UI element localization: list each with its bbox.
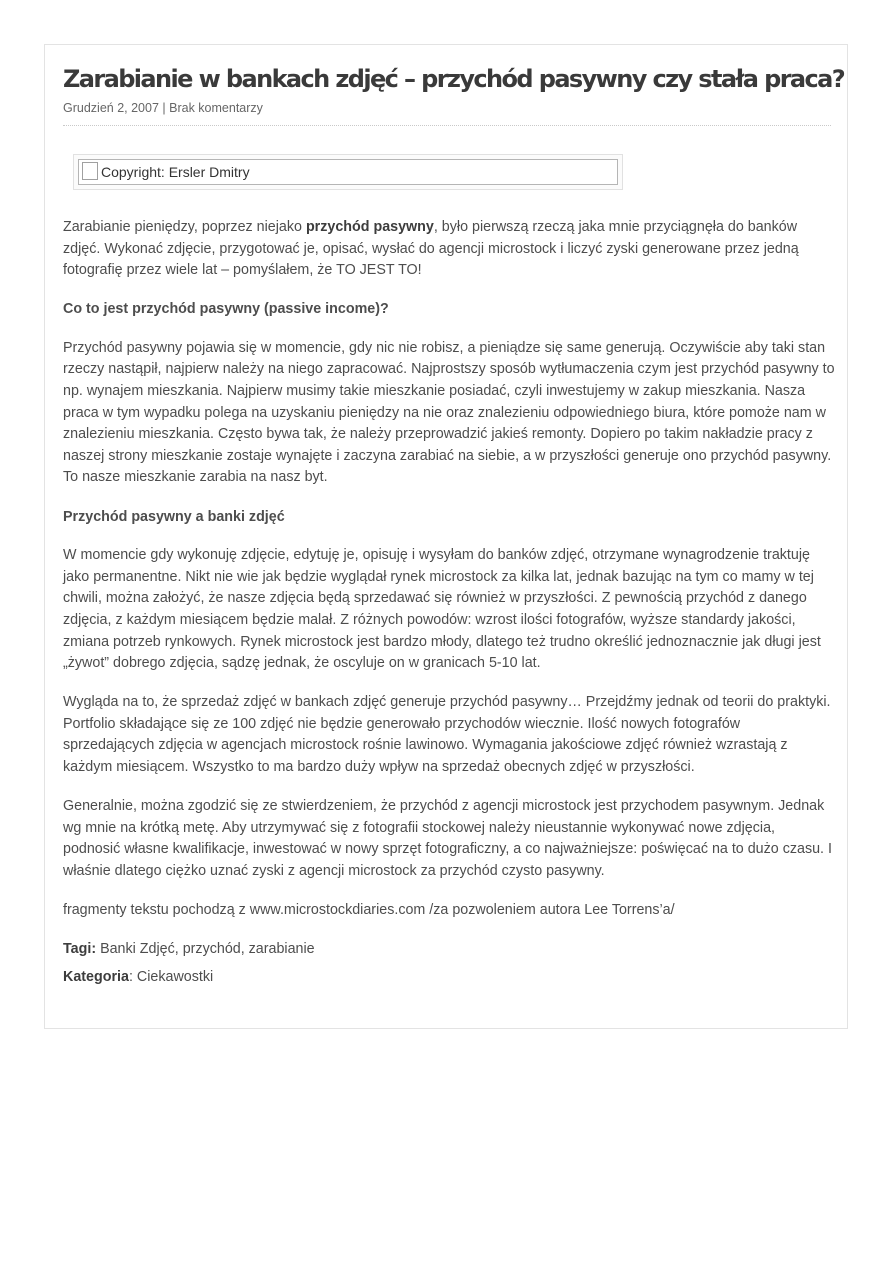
comments-link[interactable]: Brak komentarzy xyxy=(169,101,263,115)
section-heading-stock-banks: Przychód pasywny a banki zdjęć xyxy=(63,508,285,525)
source-note: fragmenty tekstu pochodzą z www.microstockdiaries.com /za pozwoleniem autora Lee Torrens’a/ xyxy=(63,901,675,918)
post-category xyxy=(63,967,835,989)
featured-image xyxy=(78,159,618,185)
stock-banks-paragraph-2: Wygląda na to, że sprzedaż zdjęć w bankach zdjęć generuje przychód pasywny… Przejdźmy jednak od teorii do praktyki. Portfolio składające się ze 100 zdjęć nie będzie generowało przychodów wiecznie. Ilość nowych fotografów sprzedających zdjęcia w agencjach microstock rośnie lawinowo. Wymagania jakościowe zdjęć również wzrastają z każdym miesiącem. Wszystko to ma bardzo duży wpływ na sprzedaż obecnych zdjęć w przyszłości. xyxy=(63,694,831,775)
post-date: Grudzień 2, 2007 xyxy=(63,101,159,115)
featured-image-frame xyxy=(73,154,623,190)
tags-list[interactable]: Banki Zdjęć, przychód, zarabianie xyxy=(96,941,315,958)
post-card xyxy=(44,44,848,1029)
post-tags xyxy=(63,939,835,961)
stock-banks-paragraph-3: Generalnie, można zgodzić się ze stwierdzeniem, że przychód z agencji microstock jest przychodem pasywnym. Jednak wg mnie na krótką metę. Aby utrzymywać się z fotografii stockowej należy nieustannie wykonywać nowe zdjęcia, podnosić własne kwalifikacje, inwestować w nowy sprzęt fotograficzny, a co najważniejsze: poświęcać na to dużo czasu. I właśnie dlatego ciężko uznać zyski z agencji microstock za przychód czysto pasywny. xyxy=(63,798,832,879)
meta-separator: | xyxy=(162,101,166,115)
intro-paragraph: Zarabianie pieniędzy, poprzez niejako przychód pasywny, było pierwszą rzeczą jaka mnie przyciągnęła do banków zdjęć. Wykonać zdjęcie, przygotować je, opisać, wysłać do agencji microstock i liczyć zyski generowane przez jedną fotografię przez wiele lat – pomyślałem, że TO JEST TO! xyxy=(63,219,799,279)
passive-income-paragraph: Przychód pasywny pojawia się w momencie, gdy nic nie robisz, a pieniądze się same generują. Oczywiście aby taki stan rzeczy nastąpił, najpierw należy na niego zapracować. Najprostszy sposób wytłumaczenia czym jest przychód pasywny to np. wynajem mieszkania. Najpierw musimy takie mieszkanie posiadać, czyli inwestujemy w zakup mieszkania. Nasza praca w tym wypadku polega na uzyskaniu pieniędzy na nie oraz znalezieniu odpowiedniego biura, które pomoże nam w znalezieniu mieszkania. Często bywa tak, że należy przeprowadzić jakieś remonty. Dopiero po takim nakładzie pracy z naszej strony mieszkanie zostaje wynajęte i zaczyna zarabiać na siebie, a w przyszłości generuje ono przychód pasywny. To nasze mieszkanie zarabia na nasz byt. xyxy=(63,339,835,486)
stock-banks-paragraph-1: W momencie gdy wykonuję zdjęcie, edytuję je, opisuję i wysyłam do banków zdjęć, otrzymane wynagrodzenie traktuję jako permanentne. Nikt nie wie jak będzie wyglądał rynek microstock za kilka lat, jednak bazując na tym co mamy w tej chwili, można założyć, że nasze zdjęcia będą sprzedawać się również w przyszłości. Z pewnością przychód z danego zdjęcia, z każdym miesiącem będzie malał. Z różnych powodów: wzrost ilości fotografów, wyższe standardy jakości, zmiana potrzeb rynkowych. Rynek microstock jest bardzo młody, dlatego też trudno określić jednoznacznie jak długi jest „żywot” dobrego zdjęcia, sądzę jednak, że oscyluje on w granicach 5-10 lat. xyxy=(63,547,821,672)
section-heading-passive-income: Co to jest przychód pasywny (passive income)? xyxy=(63,301,389,318)
category-value[interactable]: : Ciekawostki xyxy=(128,968,214,985)
post-meta xyxy=(63,101,263,115)
post-content xyxy=(63,217,835,994)
tags-label: Tagi: xyxy=(63,941,97,958)
category-label: Kategoria xyxy=(63,968,129,985)
broken-image-icon xyxy=(82,162,98,180)
intro-bold: przychód pasywny xyxy=(305,219,434,235)
meta-divider xyxy=(63,125,831,126)
post-title: Zarabianie w bankach zdjęć – przychód pasywny czy stała praca? xyxy=(63,65,845,93)
image-alt-text: Copyright: Ersler Dmitry xyxy=(101,164,250,180)
